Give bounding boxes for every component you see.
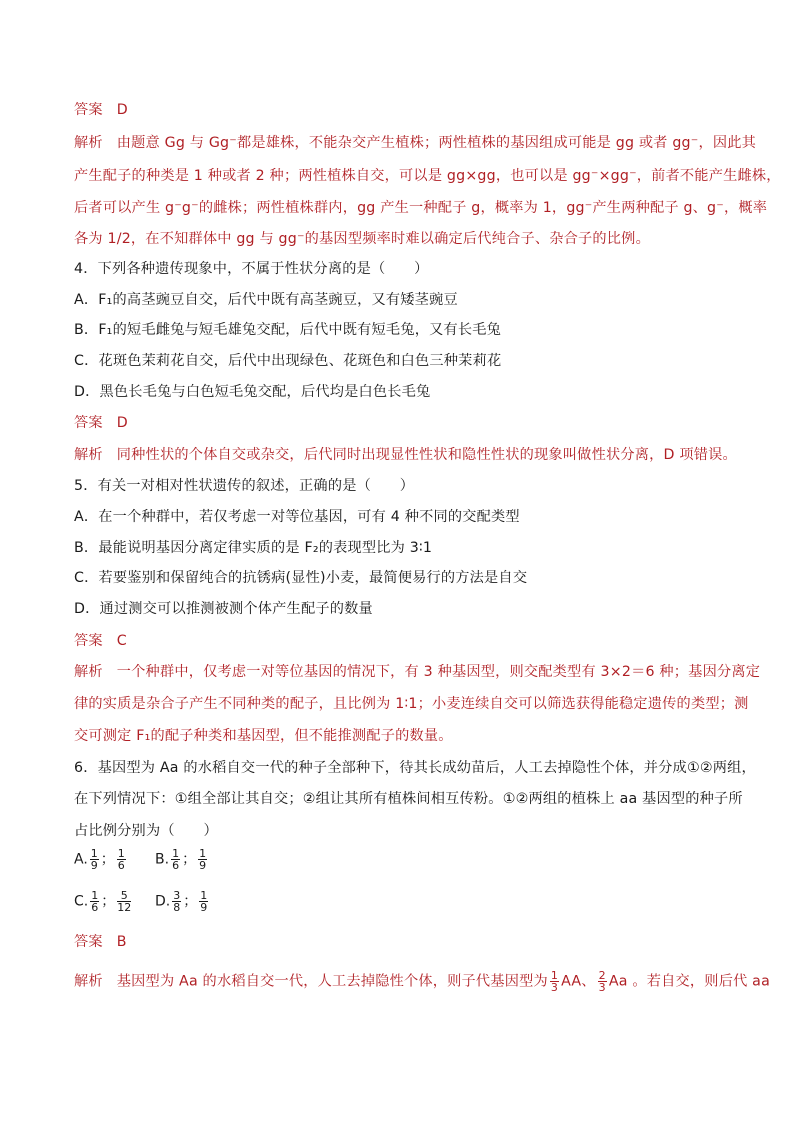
q3-analysis-line: 产生配子的种类是 1 种或者 2 种；两性植株自交，可以是 gg×gg，也可以是 gg⁻×gg⁻，前者不能产生雌株，	[74, 168, 781, 184]
q4-option-c: C．花斑色茉莉花自交，后代中出现绿色、花斑色和白色三种茉莉花	[74, 353, 502, 369]
answer-value: D	[116, 102, 128, 118]
q6-analysis-line: 解析 基因型为 Aa 的水稻自交一代，人工去掉隐性个体，则子代基因型为 $\frac{1}{3}$ AA、 $\frac{2}{3}$ Aa 。若自交，则后代 aa	[74, 969, 770, 994]
fraction: $\frac{1}{3}$	[550, 969, 559, 994]
question-6-stem: 在下列情况下：①组全部让其自交；②组让其所有植株间相互传粉。①②两组的植株上 aa 基因型的种子所	[74, 791, 743, 807]
fraction: $\frac{1}{9}$	[90, 847, 98, 872]
q3-analysis-line: 各为 1/2，在不知群体中 gg 与 gg⁻的基因型频率时难以确定后代纯合子、杂合子的比例。	[74, 231, 650, 247]
q5-option-c: C．若要鉴别和保留纯合的抗锈病(显性)小麦，最简便易行的方法是自交	[74, 570, 528, 586]
fraction: $\frac{1}{6}$	[172, 847, 180, 872]
answer-label: 答案	[74, 102, 103, 118]
question-6-stem: 6．基因型为 Aa 的水稻自交一代的种子全部种下，待其长成幼苗后，人工去掉隐性个体，并分成①②两组，	[74, 760, 756, 776]
q4-answer	[74, 413, 734, 433]
q6-option-c: C. $\frac{1}{6}$ ； $\frac{5}{12}$	[74, 889, 132, 914]
question-6-stem: 占比例分别为（ ）	[74, 823, 218, 839]
analysis-label: 解析	[74, 664, 103, 680]
analysis-label: 解析	[74, 973, 103, 990]
q5-option-d: D．通过测交可以推测被测个体产生配子的数量	[74, 601, 373, 617]
q4-option-a: A．F₁的高茎豌豆自交，后代中既有高茎豌豆，又有矮茎豌豆	[74, 292, 458, 308]
q6-answer	[74, 932, 734, 952]
answer-value: C	[116, 633, 127, 649]
q4-option-b: B．F₁的短毛雌兔与短毛雄兔交配，后代中既有短毛兔，又有长毛兔	[74, 322, 502, 338]
q6-option-b: B. $\frac{1}{6}$ ； $\frac{1}{9}$	[155, 847, 207, 872]
answer-label: 答案	[74, 934, 103, 950]
fraction: $\frac{3}{8}$	[173, 889, 181, 914]
fraction: $\frac{1}{9}$	[199, 847, 207, 872]
question-4-stem: 4．下列各种遗传现象中，不属于性状分离的是（ ）	[74, 261, 429, 277]
fraction: $\frac{2}{3}$	[598, 969, 606, 994]
q6-option-d: D. $\frac{3}{8}$ ； $\frac{1}{9}$	[155, 889, 208, 914]
answer-value: D	[116, 415, 128, 431]
q3-analysis-line: 后者可以产生 g⁻g⁻的雌株；两性植株群内，gg 产生一种配子 g，概率为 1，gg⁻产生两种配子 g、g⁻，概率	[74, 200, 768, 216]
fraction: $\frac{1}{6}$	[91, 889, 99, 914]
answer-label: 答案	[74, 415, 103, 431]
fraction: $\frac{1}{9}$	[200, 889, 208, 914]
fraction: $\frac{5}{12}$	[117, 889, 132, 914]
question-5-stem: 5．有关一对相对性状遗传的叙述，正确的是（ ）	[74, 478, 415, 494]
q5-analysis-line: 解析 一个种群中，仅考虑一对等位基因的情况下，有 3 种基因型，则交配类型有 3×2＝6 种；基因分离定	[74, 664, 761, 680]
q5-analysis-line: 交可测定 F₁的配子种类和基因型，但不能推测配子的数量。	[74, 728, 453, 744]
q3-answer	[74, 100, 734, 120]
fraction: $\frac{1}{6}$	[117, 847, 125, 872]
answer-label: 答案	[74, 633, 103, 649]
analysis-label: 解析	[74, 135, 103, 151]
q5-answer	[74, 631, 734, 651]
analysis-label: 解析	[74, 447, 103, 463]
q4-option-d: D．黑色长毛兔与白色短毛兔交配，后代均是白色长毛兔	[74, 384, 431, 400]
q5-option-b: B．最能说明基因分离定律实质的是 F₂的表现型比为 3∶1	[74, 540, 433, 556]
q3-analysis-line: 解析 由题意 Gg 与 Gg⁻都是雄株，不能杂交产生植株；两性植株的基因组成可能是 gg 或者 gg⁻，因此其	[74, 135, 756, 151]
q6-option-a: A. $\frac{1}{9}$ ； $\frac{1}{6}$	[74, 847, 125, 872]
q4-analysis-line: 解析 同种性状的个体自交或杂交，后代同时出现显性性状和隐性性状的现象叫做性状分离，D 项错误。	[74, 447, 737, 463]
q5-analysis-line: 律的实质是杂合子产生不同种类的配子，且比例为 1∶1；小麦连续自交可以筛选获得能稳定遗传的类型；测	[74, 696, 749, 712]
q5-option-a: A．在一个种群中，若仅考虑一对等位基因，可有 4 种不同的交配类型	[74, 509, 520, 525]
answer-value: B	[116, 934, 127, 950]
